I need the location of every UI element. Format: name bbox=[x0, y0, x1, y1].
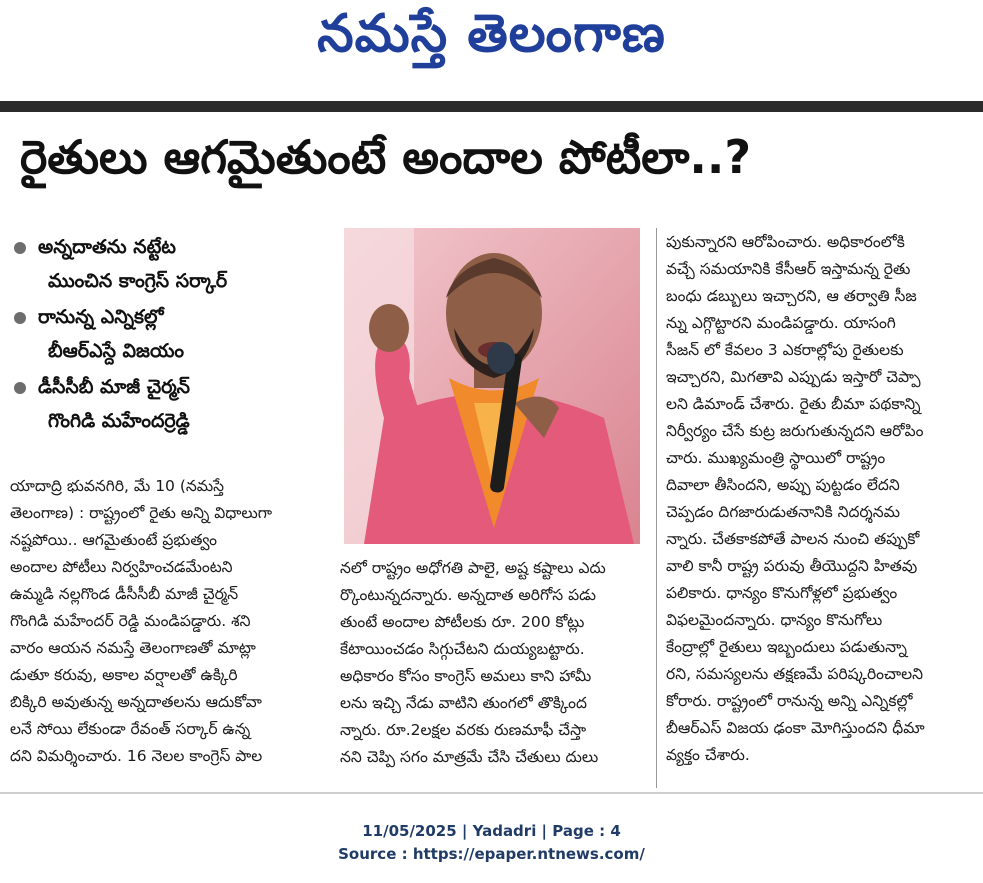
article-line: న్నారు. చేతకాకపోతే పాలన నుంచి తప్పుకో bbox=[666, 530, 920, 548]
article-line: ఇచ్చారని, మిగతావి ఎప్పుడు ఇస్తారో చెప్పా bbox=[666, 368, 921, 386]
article-line: ర్కొంటున్నదన్నారు. అన్నదాత అరిగోస పడు bbox=[340, 586, 596, 604]
bullet-item bbox=[10, 300, 330, 368]
bullet-line: రానున్న ఎన్నికల్లో bbox=[38, 306, 164, 328]
article-line: చారు. ముఖ్యమంత్రి స్థాయిలో రాష్ట్రం bbox=[666, 449, 886, 467]
speaker-photo bbox=[344, 228, 640, 544]
bullet-dot-icon bbox=[14, 242, 26, 254]
bullet-line: బీఆర్ఎస్దే విజయం bbox=[48, 340, 185, 362]
article-line: ఉమ్మడి నల్లగొండ డీసీసీబీ మాజీ చైర్మన్ bbox=[10, 585, 239, 603]
masthead bbox=[0, 0, 983, 100]
bullet-line: ముంచిన కాంగ్రెస్ సర్కార్ bbox=[48, 270, 228, 292]
article-line: కోరారు. రాష్ట్రంలో రానున్న అన్ని ఎన్నికల్లో bbox=[666, 692, 913, 710]
article-column-3 bbox=[666, 229, 976, 769]
article-line: లని డిమాండ్ చేశారు. రైతు బీమా పథకాన్ని bbox=[666, 395, 921, 413]
article-line: కేటాయించడం సిగ్గుచేటని దుయ్యబట్టారు. bbox=[340, 640, 585, 658]
article-line: బీఆర్ఎస్ విజయ ఢంకా మోగిస్తుందని ధీమా bbox=[666, 719, 925, 737]
footer-rule bbox=[0, 792, 983, 794]
bullet-item bbox=[10, 230, 330, 298]
masthead-logo-title: నమస్తే తెలంగాణ bbox=[317, 4, 666, 64]
article-line: గొంగిడి మహేందర్ రెడ్డి మండిపడ్డారు. శని bbox=[10, 612, 251, 630]
article-line: డుతూ కరువు, అకాల వర్షాలతో ఉక్కిరి bbox=[10, 666, 238, 684]
article-line: లను ఇచ్చి నేడు వాటిని తుంగలో తొక్కింద bbox=[340, 694, 587, 712]
article-line: లనే సోయి లేకుండా రేవంత్ సర్కార్ ఉన్న bbox=[10, 720, 251, 738]
article-line: అందాల పోటీలు నిర్వహించడమేంటని bbox=[10, 558, 233, 576]
footer-date-page: 11/05/2025 | Yadadri | Page : 4 bbox=[362, 822, 621, 840]
article-line: తెలంగాణ) : రాష్ట్రంలో రైతు అన్ని విధాలుగా bbox=[10, 504, 273, 522]
article-line: అధికారం కోసం కాంగ్రెస్ అమలు కాని హామీ bbox=[340, 667, 592, 685]
article-line: వారం ఆయన నమస్తే తెలంగాణతో మాట్లా bbox=[10, 639, 256, 657]
article-line: దివాలా తీసిందని, అప్పు పుట్టడం లేదని bbox=[666, 476, 900, 494]
article-line: పుకున్నారని ఆరోపించారు. అధికారంలోకి bbox=[666, 233, 905, 251]
article-line: యాదాద్రి భువనగిరి, మే 10 (నమస్తే bbox=[10, 477, 225, 495]
article-line: వ్యక్తం చేశారు. bbox=[666, 746, 750, 764]
article-line: తుంటే అందాల పోటీలకు రూ. 200 కోట్లు bbox=[340, 613, 585, 631]
article-line: వాలి కానీ రాష్ట్ర పరువు తీయొద్దని హితవు bbox=[666, 557, 918, 575]
column-divider bbox=[656, 228, 657, 788]
article-line: పలికారు. ధాన్యం కొనుగోళ్లలో ప్రభుత్వం bbox=[666, 584, 898, 602]
article-line: కేంద్రాల్లో రైతులు ఇబ్బందులు పడుతున్నా bbox=[666, 638, 907, 656]
bullet-line: గొంగిడి మహేందర్రెడ్డి bbox=[48, 410, 190, 432]
article-line: వచ్చే సమయానికి కేసీఆర్ ఇస్తామన్న రైతు bbox=[666, 260, 911, 278]
speaker-photo-illustration bbox=[344, 228, 640, 544]
article-line: రని, సమస్యలను తక్షణమే పరిష్కరించాలని bbox=[666, 665, 923, 683]
article-line: చెప్పడం దిగజారుడుతనానికి నిదర్శనమ bbox=[666, 503, 901, 521]
article-line: నిర్వీర్యం చేసే కుట్ర జరుగుతున్నదని ఆరోపిం bbox=[666, 422, 924, 440]
bullet-line: డీసీసీబీ మాజీ చైర్మన్ bbox=[38, 376, 190, 398]
article-line: నలో రాష్ట్రం అధోగతి పాలై, అష్ట కష్టాలు ఎదు bbox=[340, 559, 606, 577]
footer-source-link[interactable]: Source : https://epaper.ntnews.com/ bbox=[338, 845, 645, 863]
article-line: దని విమర్శించారు. 16 నెలల కాంగ్రెస్ పాల bbox=[10, 747, 263, 765]
bullet-dot-icon bbox=[14, 382, 26, 394]
article-line: బిక్కిరి అవుతున్న అన్నదాతలను ఆదుకోవా bbox=[10, 693, 262, 711]
article-line: నని చెప్పి సగం మాత్రమే చేసి చేతులు దులు bbox=[340, 748, 599, 766]
article-column-1 bbox=[10, 473, 332, 770]
bullet-line: అన్నదాతను నట్టేట bbox=[38, 236, 176, 258]
article-line: బంధు డబ్బులు ఇచ్చారని, ఆ తర్వాతి సీజ bbox=[666, 287, 917, 305]
bullet-item bbox=[10, 370, 330, 438]
bullet-dot-icon bbox=[14, 312, 26, 324]
bullet-list bbox=[10, 230, 330, 440]
article-line: న్నారు. రూ.2లక్షల వరకు రుణమాఫీ చేస్తా bbox=[340, 721, 587, 739]
masthead-rule bbox=[0, 101, 983, 112]
headline: రైతులు ఆగమైతుంటే అందాల పోటీలా..? bbox=[20, 130, 751, 184]
article-column-2 bbox=[340, 555, 644, 771]
article-line: విఫలమైందన్నారు. ధాన్యం కొనుగోలు bbox=[666, 611, 883, 629]
article-line: న్ను ఎగ్గొట్టారని మండిపడ్డారు. యాసంగి bbox=[666, 314, 896, 332]
article-line: సీజన్ లో కేవలం 3 ఎకరాల్లోపు రైతులకు bbox=[666, 341, 904, 359]
article-line: నష్టపోయి.. ఆగమైతుంటే ప్రభుత్వం bbox=[10, 531, 218, 549]
